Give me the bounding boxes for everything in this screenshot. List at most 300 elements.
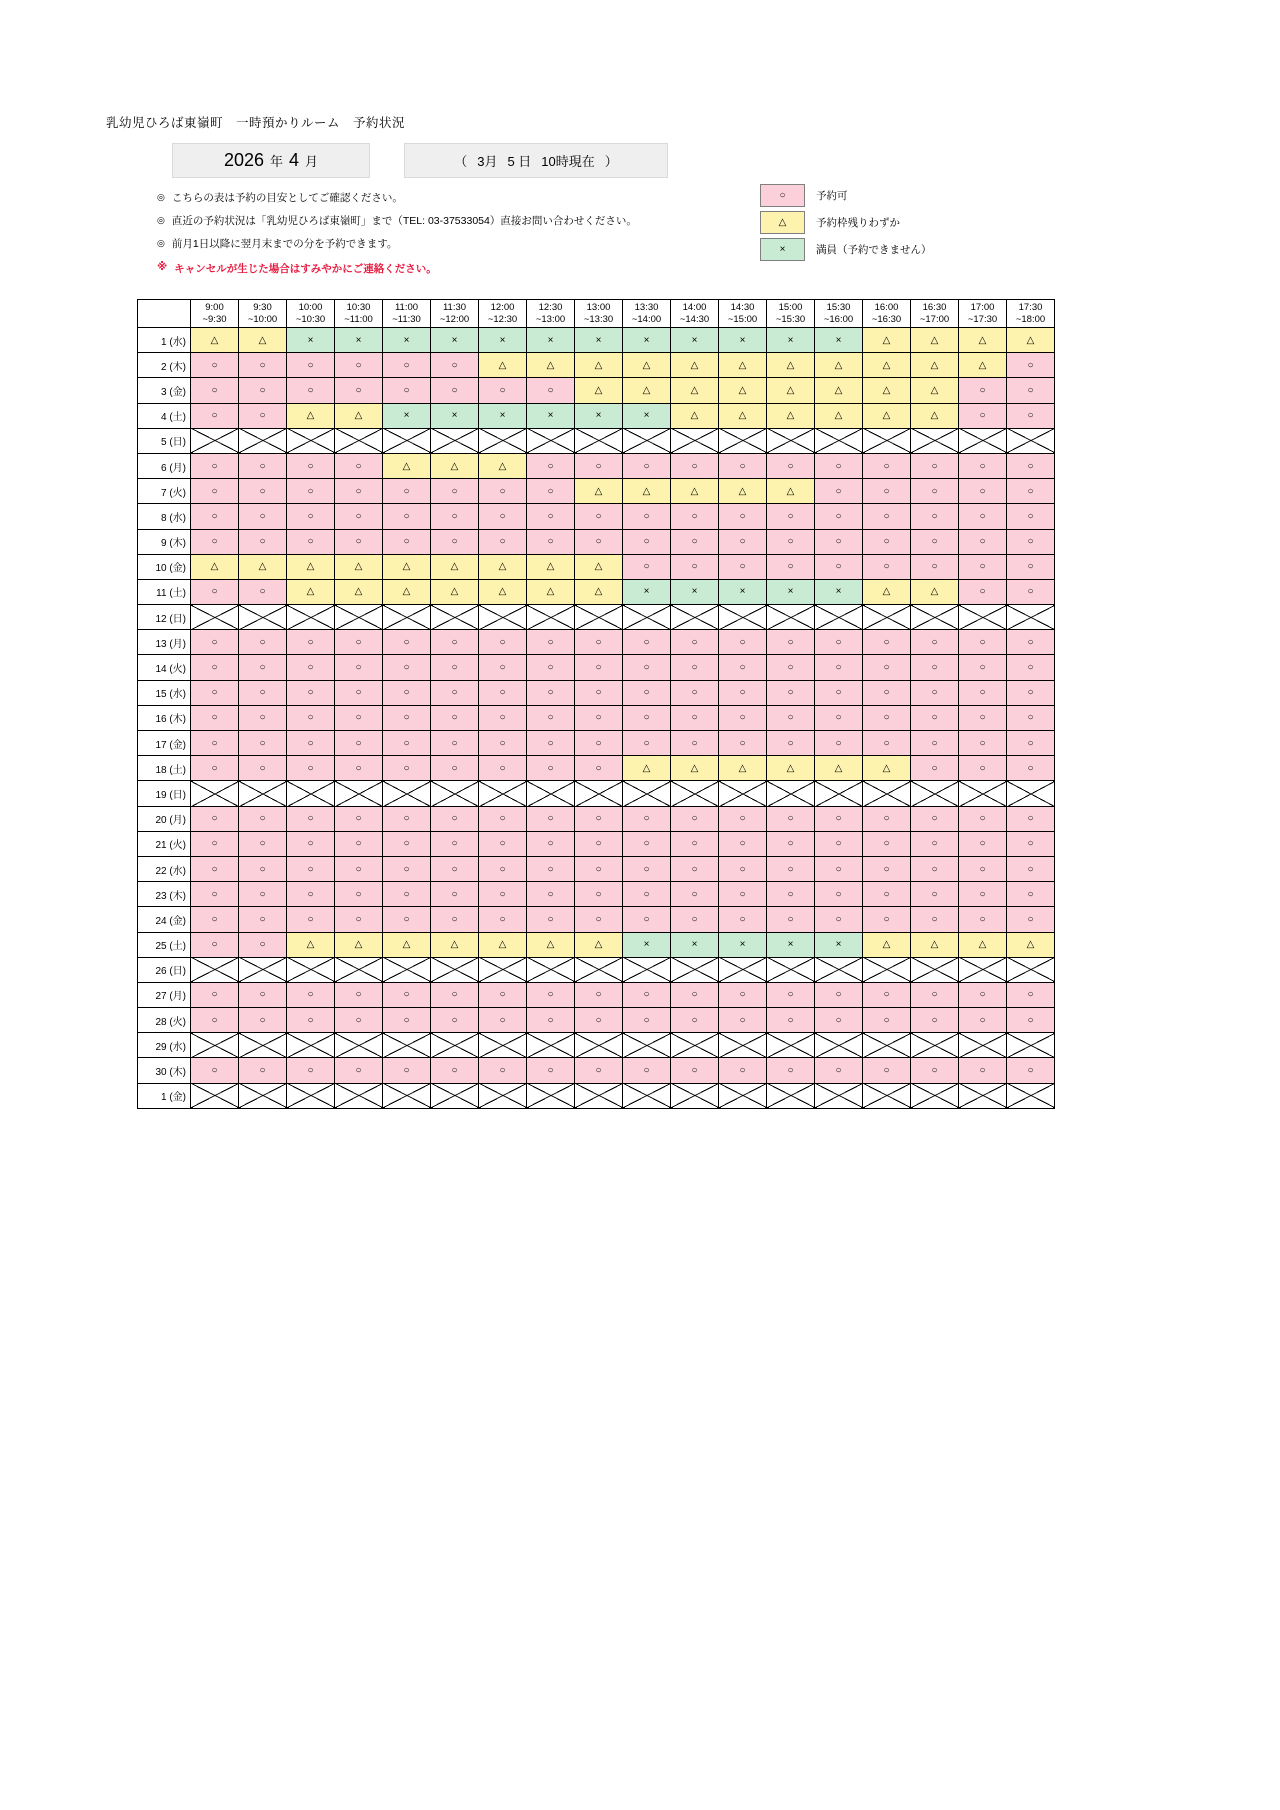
- availability-cell: ○: [575, 453, 623, 478]
- availability-cell: △: [575, 378, 623, 403]
- reservation-table: [137, 299, 1055, 1109]
- availability-cell: ○: [335, 1008, 383, 1033]
- availability-cell: ○: [863, 882, 911, 907]
- closed-cell: [431, 428, 479, 453]
- availability-cell: ○: [287, 731, 335, 756]
- availability-cell: ○: [719, 705, 767, 730]
- availability-cell: ○: [959, 907, 1007, 932]
- closed-cell: [575, 957, 623, 982]
- legend-label-available: 予約可: [816, 190, 848, 202]
- availability-cell: ○: [671, 630, 719, 655]
- availability-cell: ○: [431, 630, 479, 655]
- availability-cell: ○: [671, 806, 719, 831]
- year-value: 2026: [223, 150, 264, 170]
- page-title: 乳幼児ひろば東嶺町 一時預かりルーム 予約状況: [106, 116, 406, 130]
- availability-cell: ○: [191, 731, 239, 756]
- availability-cell: △: [287, 403, 335, 428]
- closed-cell: [815, 781, 863, 806]
- availability-cell: ○: [911, 756, 959, 781]
- availability-cell: △: [479, 554, 527, 579]
- availability-cell: ○: [239, 907, 287, 932]
- closed-cell: [767, 957, 815, 982]
- availability-cell: ○: [287, 907, 335, 932]
- availability-cell: ○: [911, 504, 959, 529]
- availability-cell: △: [575, 932, 623, 957]
- availability-cell: △: [287, 579, 335, 604]
- availability-cell: ○: [527, 756, 575, 781]
- availability-cell: ○: [191, 403, 239, 428]
- time-slot-header: [383, 300, 431, 328]
- availability-cell: ○: [191, 529, 239, 554]
- availability-cell: ○: [383, 655, 431, 680]
- availability-cell: ○: [767, 554, 815, 579]
- availability-cell: ○: [863, 907, 911, 932]
- availability-cell: ○: [671, 831, 719, 856]
- availability-cell: △: [815, 378, 863, 403]
- availability-cell: ○: [623, 504, 671, 529]
- closed-cell: [1007, 605, 1055, 630]
- availability-cell: ○: [527, 907, 575, 932]
- availability-cell: ○: [191, 655, 239, 680]
- availability-cell: △: [239, 328, 287, 353]
- availability-cell: ○: [335, 630, 383, 655]
- time-slot-start: 11:30: [442, 301, 467, 313]
- closed-cell: [479, 605, 527, 630]
- availability-cell: ○: [767, 705, 815, 730]
- availability-cell: ○: [1007, 353, 1055, 378]
- closed-cell: [815, 428, 863, 453]
- availability-cell: ○: [575, 655, 623, 680]
- closed-cell: [863, 1033, 911, 1058]
- availability-cell: △: [719, 479, 767, 504]
- closed-cell: [527, 605, 575, 630]
- availability-cell: ×: [623, 403, 671, 428]
- closed-cell: [287, 1083, 335, 1108]
- as-of-open-paren: （: [454, 154, 468, 169]
- availability-cell: ○: [863, 1058, 911, 1083]
- availability-cell: ○: [911, 479, 959, 504]
- availability-cell: ○: [479, 831, 527, 856]
- table-row: [138, 1083, 1055, 1108]
- availability-cell: △: [719, 353, 767, 378]
- as-of-close-paren: ）: [604, 154, 618, 169]
- time-slot-header: [719, 300, 767, 328]
- availability-cell: ○: [287, 453, 335, 478]
- availability-cell: ○: [431, 705, 479, 730]
- table-row: [138, 428, 1055, 453]
- closed-cell: [431, 1083, 479, 1108]
- closed-cell: [335, 781, 383, 806]
- availability-cell: ○: [1007, 403, 1055, 428]
- availability-cell: ○: [1007, 831, 1055, 856]
- availability-cell: ○: [191, 579, 239, 604]
- table-row: [138, 731, 1055, 756]
- availability-cell: ×: [815, 328, 863, 353]
- availability-cell: ○: [335, 680, 383, 705]
- availability-cell: △: [863, 353, 911, 378]
- closed-cell: [575, 1083, 623, 1108]
- closed-cell: [191, 1083, 239, 1108]
- closed-cell: [959, 781, 1007, 806]
- availability-cell: △: [335, 554, 383, 579]
- day-label: 11 (土): [138, 579, 191, 604]
- availability-cell: ○: [191, 806, 239, 831]
- availability-cell: ×: [431, 328, 479, 353]
- availability-cell: ○: [383, 756, 431, 781]
- availability-cell: ○: [815, 554, 863, 579]
- availability-cell: △: [575, 579, 623, 604]
- availability-cell: ○: [911, 554, 959, 579]
- availability-cell: ○: [671, 504, 719, 529]
- availability-cell: ○: [863, 705, 911, 730]
- time-slot-end: ~14:00: [631, 313, 662, 325]
- closed-cell: [671, 428, 719, 453]
- availability-cell: ×: [767, 932, 815, 957]
- legend-label-few: 予約枠残りわずか: [816, 217, 900, 229]
- closed-cell: [191, 781, 239, 806]
- availability-cell: ○: [287, 378, 335, 403]
- availability-cell: ○: [479, 655, 527, 680]
- availability-cell: ○: [623, 554, 671, 579]
- availability-cell: ○: [383, 504, 431, 529]
- availability-cell: ○: [1007, 529, 1055, 554]
- availability-cell: ○: [431, 529, 479, 554]
- availability-cell: △: [815, 756, 863, 781]
- availability-cell: ○: [767, 907, 815, 932]
- availability-cell: ○: [191, 705, 239, 730]
- availability-cell: ○: [335, 504, 383, 529]
- availability-cell: ○: [719, 680, 767, 705]
- availability-cell: ×: [719, 328, 767, 353]
- availability-cell: △: [623, 378, 671, 403]
- availability-cell: ○: [767, 680, 815, 705]
- legend-row-available: [760, 184, 932, 207]
- availability-cell: ○: [767, 504, 815, 529]
- availability-cell: ○: [431, 806, 479, 831]
- availability-cell: ×: [671, 579, 719, 604]
- availability-cell: ○: [383, 731, 431, 756]
- month-value: 4: [289, 150, 300, 170]
- availability-cell: ○: [287, 655, 335, 680]
- availability-cell: ○: [479, 1058, 527, 1083]
- closed-cell: [431, 1033, 479, 1058]
- availability-cell: ○: [959, 579, 1007, 604]
- day-label: 28 (火): [138, 1008, 191, 1033]
- availability-cell: ○: [239, 403, 287, 428]
- availability-cell: ○: [191, 856, 239, 881]
- availability-cell: ○: [335, 731, 383, 756]
- availability-cell: ○: [527, 655, 575, 680]
- table-corner-cell: [138, 300, 191, 328]
- availability-cell: ○: [623, 882, 671, 907]
- availability-cell: ○: [287, 756, 335, 781]
- availability-cell: ○: [1007, 630, 1055, 655]
- closed-cell: [335, 1083, 383, 1108]
- closed-cell: [959, 428, 1007, 453]
- availability-cell: △: [671, 756, 719, 781]
- time-slot-header: [671, 300, 719, 328]
- time-slot-start: 17:00: [970, 301, 995, 313]
- table-row: [138, 932, 1055, 957]
- closed-cell: [623, 605, 671, 630]
- closed-cell: [911, 1033, 959, 1058]
- closed-cell: [575, 605, 623, 630]
- availability-cell: ○: [527, 1058, 575, 1083]
- availability-cell: ○: [239, 378, 287, 403]
- day-label: 20 (月): [138, 806, 191, 831]
- availability-cell: △: [383, 554, 431, 579]
- closed-cell: [335, 957, 383, 982]
- availability-cell: ○: [191, 831, 239, 856]
- closed-cell: [911, 605, 959, 630]
- availability-cell: △: [623, 353, 671, 378]
- availability-cell: ○: [767, 655, 815, 680]
- availability-cell: ○: [911, 907, 959, 932]
- closed-cell: [623, 428, 671, 453]
- availability-cell: ○: [959, 479, 1007, 504]
- availability-cell: ×: [527, 328, 575, 353]
- availability-cell: ○: [863, 1008, 911, 1033]
- closed-cell: [239, 1083, 287, 1108]
- availability-cell: ○: [671, 705, 719, 730]
- availability-cell: ○: [239, 856, 287, 881]
- note-marker: ◎: [157, 238, 165, 249]
- closed-cell: [815, 1083, 863, 1108]
- availability-cell: ○: [191, 353, 239, 378]
- closed-cell: [479, 1033, 527, 1058]
- time-slot-end: ~9:30: [202, 313, 227, 325]
- closed-cell: [191, 605, 239, 630]
- availability-cell: ○: [719, 554, 767, 579]
- closed-cell: [527, 957, 575, 982]
- availability-cell: ○: [239, 731, 287, 756]
- availability-cell: ○: [527, 453, 575, 478]
- availability-cell: ○: [911, 680, 959, 705]
- note-text: こちらの表は予約の目安としてご確認ください。: [171, 192, 403, 204]
- table-row: [138, 378, 1055, 403]
- availability-cell: ○: [959, 529, 1007, 554]
- availability-cell: ○: [335, 378, 383, 403]
- day-label: 1 (金): [138, 1083, 191, 1108]
- availability-cell: ○: [719, 504, 767, 529]
- availability-cell: ○: [575, 1058, 623, 1083]
- availability-cell: ○: [239, 982, 287, 1007]
- closed-cell: [575, 781, 623, 806]
- availability-cell: ×: [719, 932, 767, 957]
- table-row: [138, 1058, 1055, 1083]
- availability-cell: ○: [287, 630, 335, 655]
- availability-cell: ○: [671, 453, 719, 478]
- availability-cell: ○: [479, 705, 527, 730]
- availability-cell: ○: [575, 882, 623, 907]
- availability-cell: ○: [335, 982, 383, 1007]
- availability-cell: △: [671, 353, 719, 378]
- availability-cell: ○: [623, 731, 671, 756]
- day-label: 6 (月): [138, 453, 191, 478]
- availability-cell: ○: [431, 831, 479, 856]
- availability-cell: △: [335, 579, 383, 604]
- table-row: [138, 756, 1055, 781]
- availability-cell: ○: [431, 655, 479, 680]
- availability-cell: ○: [959, 680, 1007, 705]
- time-slot-end: ~10:00: [247, 313, 278, 325]
- closed-cell: [767, 428, 815, 453]
- availability-cell: △: [863, 403, 911, 428]
- availability-cell: ○: [623, 1058, 671, 1083]
- availability-cell: ○: [959, 378, 1007, 403]
- day-label: 23 (木): [138, 882, 191, 907]
- availability-cell: ○: [863, 655, 911, 680]
- availability-cell: ×: [815, 932, 863, 957]
- availability-cell: ○: [1007, 806, 1055, 831]
- time-slot-header: [575, 300, 623, 328]
- availability-cell: ○: [671, 982, 719, 1007]
- time-slot-start: 10:30: [346, 301, 371, 313]
- availability-cell: △: [719, 756, 767, 781]
- availability-cell: ○: [767, 856, 815, 881]
- availability-cell: ○: [335, 353, 383, 378]
- availability-cell: ○: [191, 932, 239, 957]
- availability-cell: ○: [431, 1058, 479, 1083]
- closed-cell: [815, 1033, 863, 1058]
- availability-cell: ○: [479, 882, 527, 907]
- time-slot-header: [815, 300, 863, 328]
- closed-cell: [191, 428, 239, 453]
- closed-cell: [191, 1033, 239, 1058]
- availability-cell: ○: [575, 630, 623, 655]
- table-row: [138, 806, 1055, 831]
- availability-cell: △: [1007, 328, 1055, 353]
- closed-cell: [239, 957, 287, 982]
- availability-cell: ○: [815, 907, 863, 932]
- availability-cell: ○: [239, 831, 287, 856]
- availability-cell: △: [431, 579, 479, 604]
- time-slot-end: ~15:30: [775, 313, 806, 325]
- time-slot-start: 14:00: [682, 301, 707, 313]
- availability-cell: ○: [767, 731, 815, 756]
- availability-cell: ○: [239, 932, 287, 957]
- closed-cell: [527, 1033, 575, 1058]
- table-row: [138, 479, 1055, 504]
- as-of-box: [404, 143, 668, 178]
- availability-cell: ○: [623, 680, 671, 705]
- availability-cell: ○: [527, 705, 575, 730]
- availability-cell: △: [479, 579, 527, 604]
- table-row: [138, 529, 1055, 554]
- time-slot-end: ~12:00: [439, 313, 470, 325]
- closed-cell: [383, 781, 431, 806]
- availability-cell: ○: [335, 831, 383, 856]
- availability-cell: ○: [383, 479, 431, 504]
- availability-cell: △: [719, 403, 767, 428]
- availability-cell: ×: [431, 403, 479, 428]
- availability-cell: △: [623, 479, 671, 504]
- availability-cell: ○: [959, 756, 1007, 781]
- availability-cell: ○: [335, 655, 383, 680]
- availability-cell: △: [527, 353, 575, 378]
- availability-cell: ○: [383, 806, 431, 831]
- closed-cell: [527, 1083, 575, 1108]
- closed-cell: [719, 1033, 767, 1058]
- availability-cell: ○: [527, 982, 575, 1007]
- table-row: [138, 655, 1055, 680]
- availability-cell: △: [863, 328, 911, 353]
- availability-cell: ○: [959, 1058, 1007, 1083]
- availability-cell: ○: [431, 907, 479, 932]
- availability-cell: ○: [959, 856, 1007, 881]
- availability-cell: ○: [431, 504, 479, 529]
- availability-cell: ×: [575, 403, 623, 428]
- availability-cell: ○: [767, 1058, 815, 1083]
- table-row: [138, 504, 1055, 529]
- availability-cell: ○: [287, 1058, 335, 1083]
- availability-cell: ○: [863, 831, 911, 856]
- availability-cell: ○: [383, 529, 431, 554]
- header-row: [138, 300, 1055, 328]
- closed-cell: [1007, 1033, 1055, 1058]
- time-slot-start: 9:30: [253, 301, 272, 313]
- availability-cell: ○: [815, 982, 863, 1007]
- closed-cell: [623, 1083, 671, 1108]
- availability-cell: ○: [767, 453, 815, 478]
- availability-cell: ○: [287, 806, 335, 831]
- day-label: 24 (金): [138, 907, 191, 932]
- availability-cell: ○: [1007, 1008, 1055, 1033]
- availability-cell: ○: [191, 1058, 239, 1083]
- availability-cell: ○: [959, 655, 1007, 680]
- availability-cell: ○: [1007, 982, 1055, 1007]
- note-item: [157, 215, 777, 228]
- availability-cell: ○: [335, 479, 383, 504]
- availability-cell: ○: [287, 529, 335, 554]
- availability-cell: ○: [479, 630, 527, 655]
- availability-cell: ○: [1007, 731, 1055, 756]
- time-slot-end: ~15:00: [727, 313, 758, 325]
- as-of-time: 10時現在: [541, 154, 595, 169]
- availability-cell: ○: [239, 756, 287, 781]
- closed-cell: [671, 957, 719, 982]
- availability-cell: △: [671, 378, 719, 403]
- availability-cell: △: [191, 328, 239, 353]
- availability-cell: △: [767, 756, 815, 781]
- availability-cell: ○: [287, 982, 335, 1007]
- availability-cell: ○: [719, 907, 767, 932]
- availability-cell: ○: [911, 806, 959, 831]
- closed-cell: [959, 957, 1007, 982]
- availability-cell: ×: [527, 403, 575, 428]
- warning-text: キャンセルが生じた場合はすみやかにご連絡ください。: [174, 263, 437, 276]
- legend-row-full: [760, 238, 932, 261]
- note-item: [157, 192, 777, 205]
- availability-cell: ○: [719, 1008, 767, 1033]
- availability-cell: △: [479, 453, 527, 478]
- availability-cell: ○: [239, 479, 287, 504]
- closed-cell: [911, 428, 959, 453]
- time-slot-header: [527, 300, 575, 328]
- availability-cell: ○: [239, 453, 287, 478]
- availability-cell: ○: [1007, 756, 1055, 781]
- availability-cell: ○: [719, 806, 767, 831]
- availability-cell: ○: [671, 1008, 719, 1033]
- availability-cell: ○: [239, 1008, 287, 1033]
- closed-cell: [287, 781, 335, 806]
- closed-cell: [383, 1083, 431, 1108]
- time-slot-start: 16:30: [922, 301, 947, 313]
- closed-cell: [767, 605, 815, 630]
- availability-cell: ○: [863, 554, 911, 579]
- availability-cell: ○: [479, 1008, 527, 1033]
- availability-cell: ○: [959, 982, 1007, 1007]
